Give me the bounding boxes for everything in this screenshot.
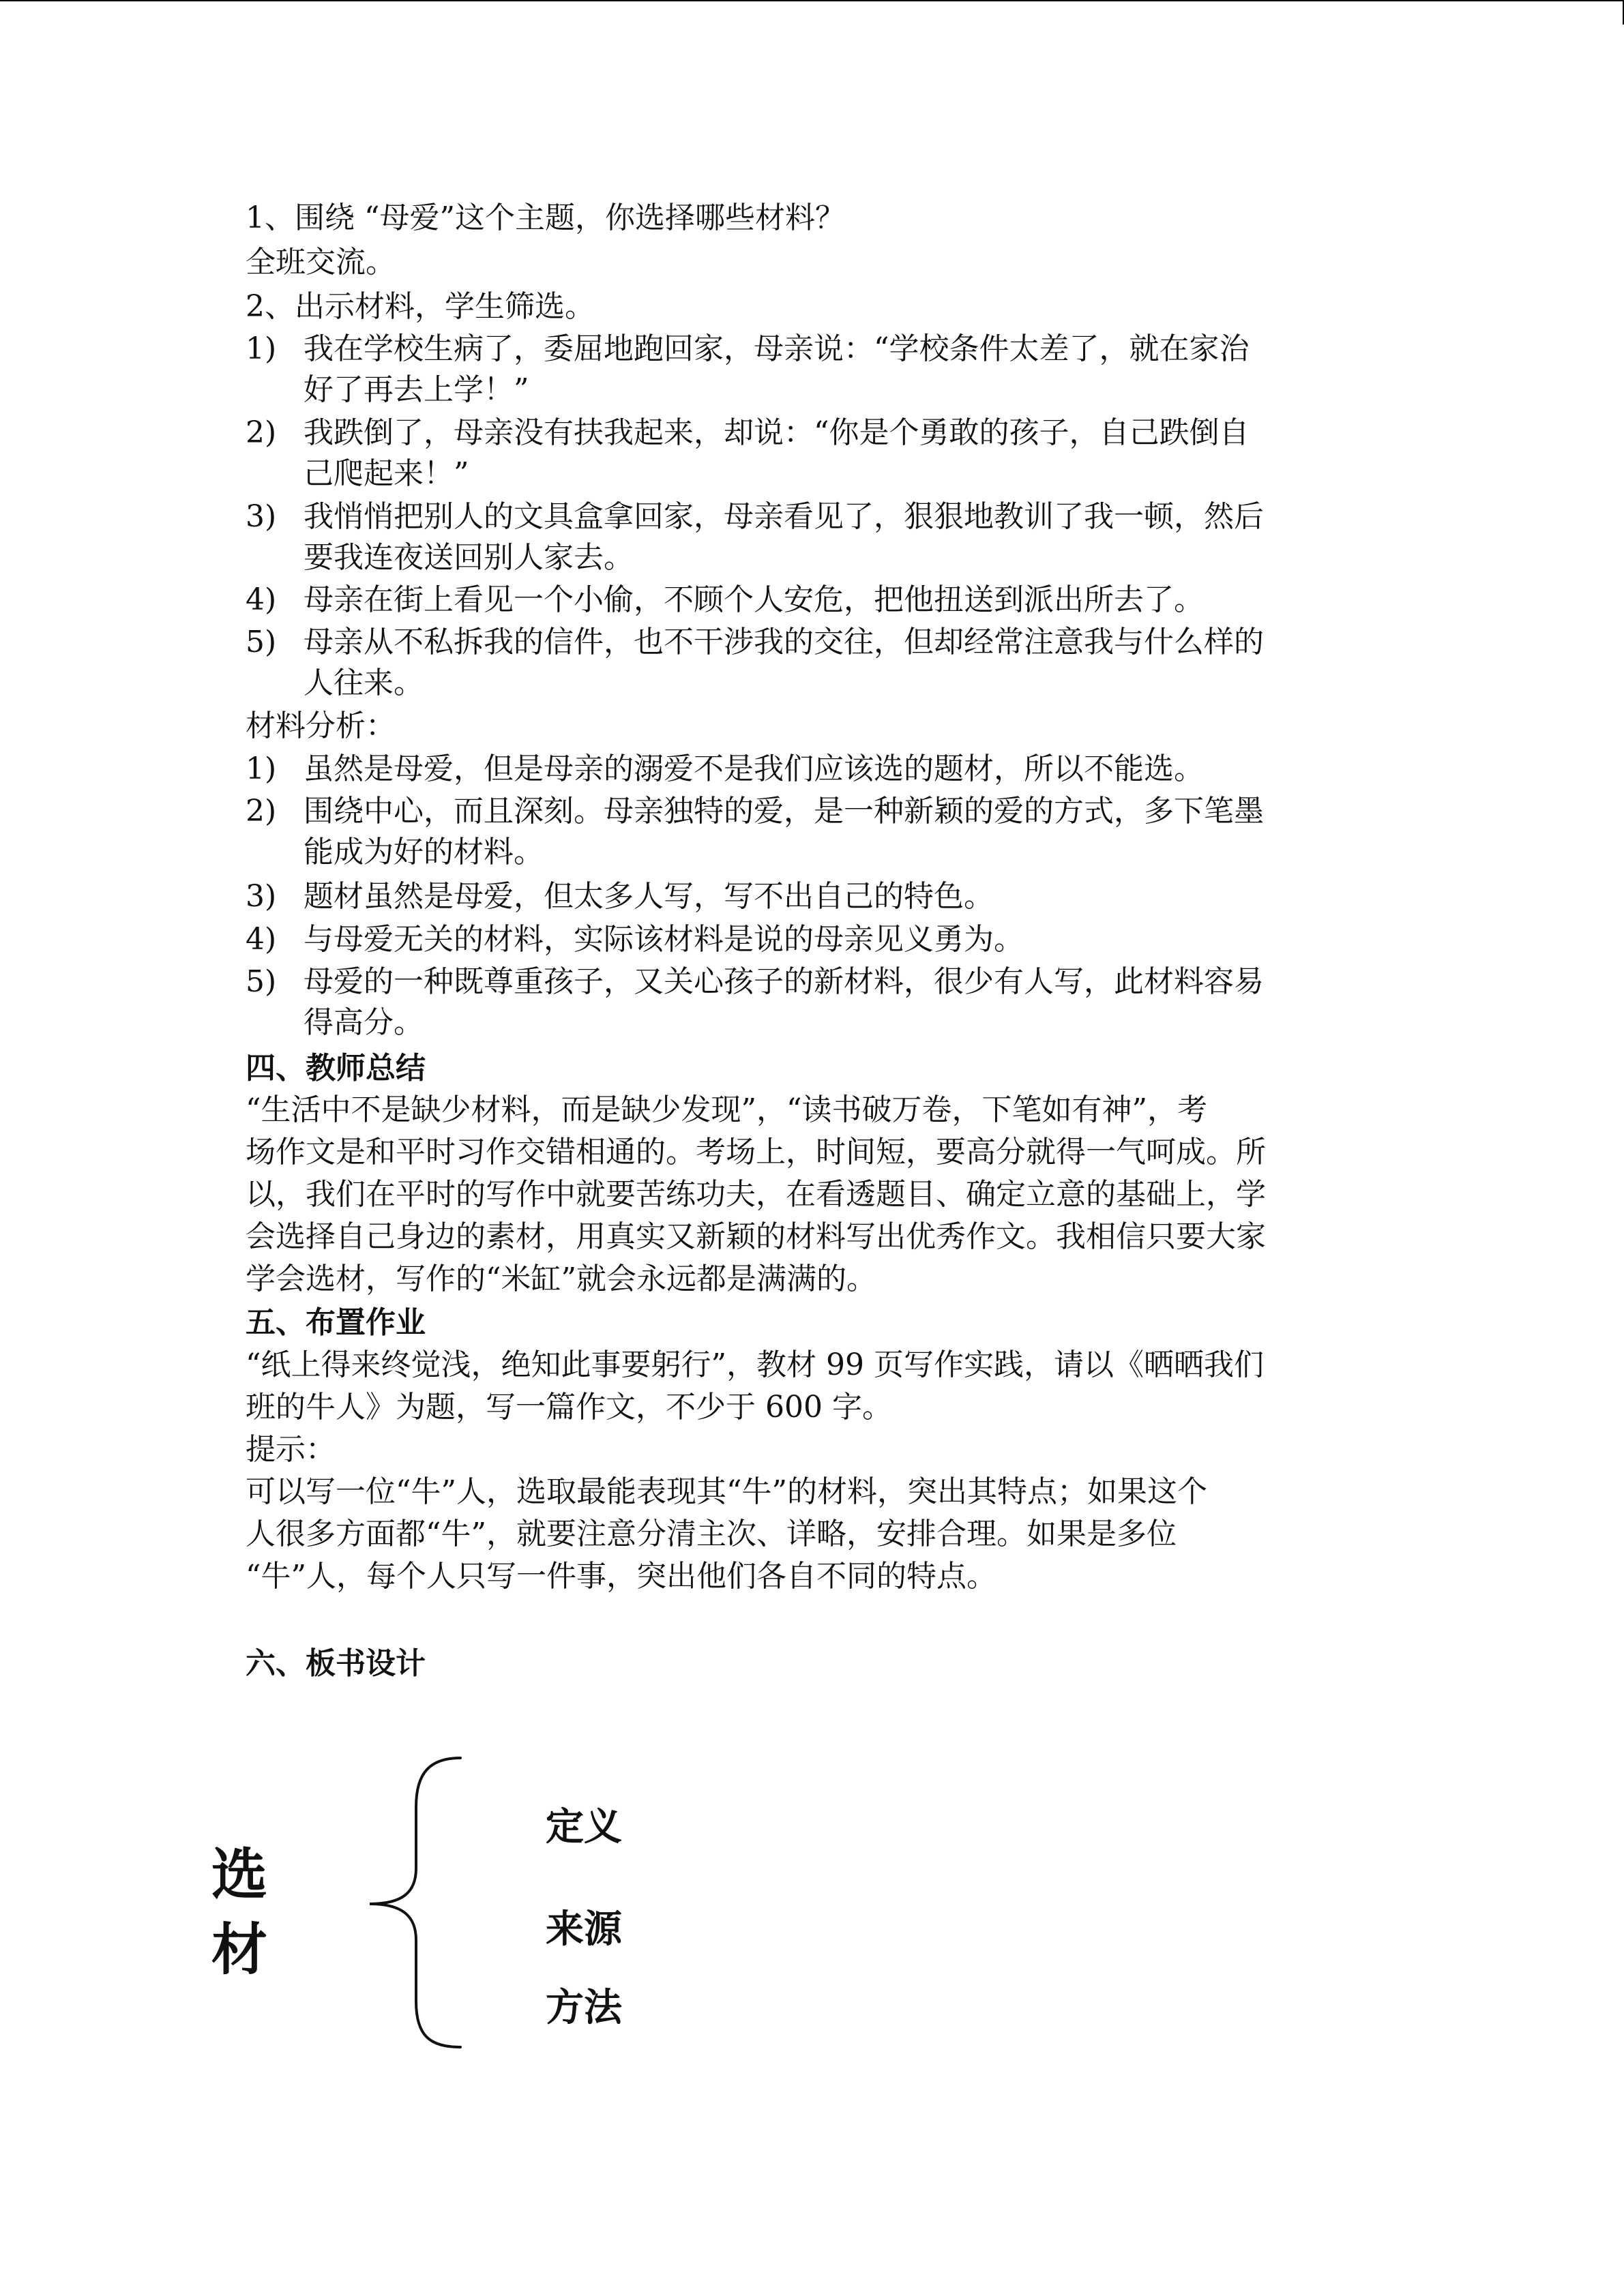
question-1: 1、围绕 “母爱”这个主题，你选择哪些材料？ bbox=[246, 200, 845, 235]
list-item-number: 3) bbox=[246, 879, 277, 914]
paragraph-line: 学会选材，写作的“米缸”就会永远都是满满的。 bbox=[246, 1262, 876, 1296]
paragraph-line: “牛”人，每个人只写一件事，突出他们各自不同的特点。 bbox=[246, 1559, 996, 1594]
paragraph-line: 会选择自己身边的素材，用真实又新颖的材料写出优秀作文。我相信只要大家 bbox=[246, 1219, 1266, 1254]
analysis-title: 材料分析： bbox=[246, 709, 396, 743]
list-item: 要我连夜送回别人家去。 bbox=[304, 540, 634, 575]
list-item: 己爬起来！” bbox=[304, 456, 469, 491]
paragraph-line: 以，我们在平时的写作中就要苦练功夫，在看透题目、确定立意的基础上，学 bbox=[246, 1177, 1266, 1212]
list-item: 母爱的一种既尊重孩子，又关心孩子的新材料，很少有人写，此材料容易 bbox=[304, 964, 1264, 999]
list-item: 我跌倒了，母亲没有扶我起来，却说：“你是个勇敢的孩子，自己跌倒自 bbox=[304, 415, 1250, 450]
page-top-border bbox=[0, 0, 1624, 1]
paragraph-line: 提示： bbox=[246, 1432, 336, 1467]
list-item: 题材虽然是母爱，但太多人写，写不出自己的特色。 bbox=[304, 879, 994, 914]
section-heading-summary: 四、教师总结 bbox=[246, 1051, 426, 1086]
list-item: 好了再去上学！” bbox=[304, 372, 529, 407]
board-title-char: 材 bbox=[211, 1918, 268, 1982]
list-item: 母亲在街上看见一个小偷，不顾个人安危，把他扭送到派出所去了。 bbox=[304, 582, 1204, 617]
list-item-number: 5) bbox=[246, 625, 277, 659]
list-item: 母亲从不私拆我的信件，也不干涉我的交往，但却经常注意我与什么样的 bbox=[304, 625, 1264, 659]
section-heading-homework: 五、布置作业 bbox=[246, 1305, 426, 1340]
list-item-number: 1) bbox=[246, 751, 277, 786]
paragraph-line: 班的牛人》为题，写一篇作文，不少于 600 字。 bbox=[246, 1390, 892, 1425]
list-item-number: 5) bbox=[246, 964, 277, 999]
board-item-definition: 定义 bbox=[546, 1805, 622, 1849]
list-item-number: 2) bbox=[246, 794, 277, 829]
board-title-char: 选 bbox=[211, 1843, 268, 1907]
paragraph-line: “纸上得来终觉浅，绝知此事要躬行”，教材 99 页写作实践，请以《晒晒我们 bbox=[246, 1347, 1264, 1382]
paragraph-line: 可以写一位“牛”人，选取最能表现其“牛”的材料，突出其特点；如果这个 bbox=[246, 1474, 1207, 1509]
list-item: 我悄悄把别人的文具盒拿回家，母亲看见了，狠狠地教训了我一顿，然后 bbox=[304, 499, 1264, 534]
list-item: 围绕中心，而且深刻。母亲独特的爱，是一种新颖的爱的方式，多下笔墨 bbox=[304, 794, 1264, 829]
section-heading-board: 六、板书设计 bbox=[246, 1646, 426, 1681]
list-item-number: 4) bbox=[246, 922, 277, 957]
paragraph-line: “生活中不是缺少材料，而是缺少发现”，“读书破万卷，下笔如有神”，考 bbox=[246, 1092, 1207, 1127]
discuss-text: 全班交流。 bbox=[246, 245, 396, 280]
list-item: 我在学校生病了，委屈地跑回家，母亲说：“学校条件太差了，就在家治 bbox=[304, 331, 1250, 366]
list-item: 与母爱无关的材料，实际该材料是说的母亲见义勇为。 bbox=[304, 922, 1024, 957]
list-item: 得高分。 bbox=[304, 1005, 424, 1040]
board-item-method: 方法 bbox=[546, 1986, 622, 2030]
list-item: 人往来。 bbox=[304, 666, 424, 700]
list-item-number: 3) bbox=[246, 499, 277, 534]
list-item-number: 4) bbox=[246, 582, 277, 617]
paragraph-line: 人很多方面都“牛”，就要注意分清主次、详略，安排合理。如果是多位 bbox=[246, 1517, 1177, 1551]
paragraph-line: 场作文是和平时习作交错相通的。考场上，时间短，要高分就得一气呵成。所 bbox=[246, 1135, 1266, 1169]
list-item: 虽然是母爱，但是母亲的溺爱不是我们应该选的题材，所以不能选。 bbox=[304, 751, 1204, 786]
list-item-number: 1) bbox=[246, 331, 277, 366]
list-item: 能成为好的材料。 bbox=[304, 835, 544, 869]
curly-brace-icon bbox=[355, 1753, 477, 2053]
list-item-number: 2) bbox=[246, 415, 277, 450]
question-2: 2、出示材料，学生筛选。 bbox=[246, 289, 595, 324]
board-item-source: 来源 bbox=[546, 1907, 622, 1952]
